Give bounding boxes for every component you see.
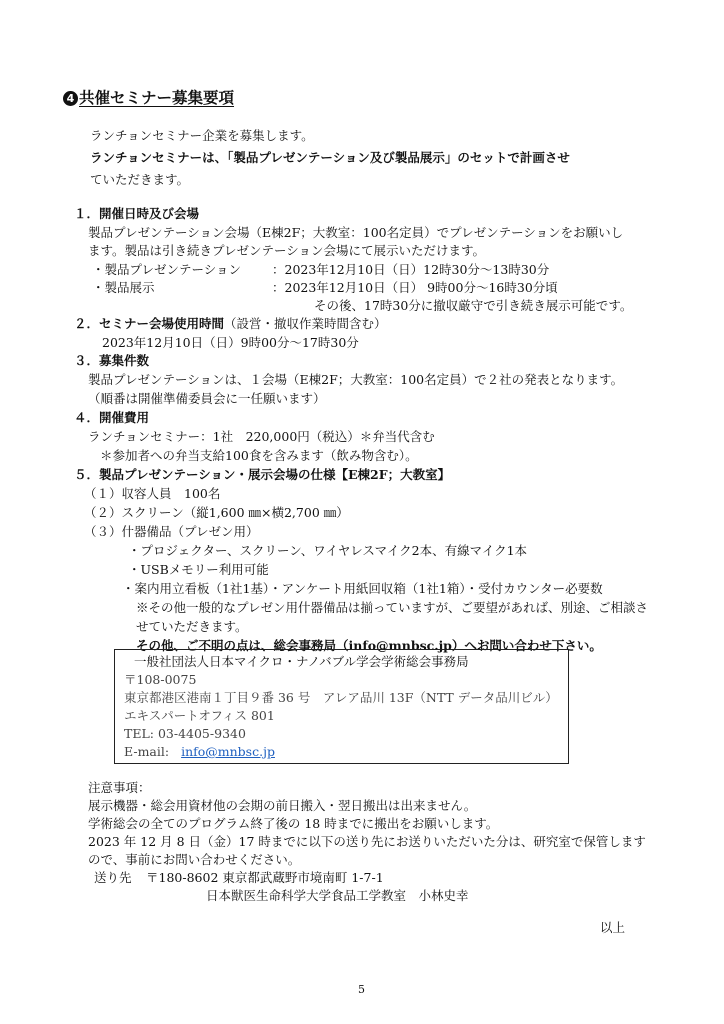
notes-line-1: 展示機器・総会用資材他の会期の前日搬入・翌日搬出は出来ません。 <box>88 798 477 813</box>
s1-row2-label: ・製品展示 <box>92 280 155 295</box>
s3-line-1: 製品プレゼンテーションは、１会場（E棟2F；大教室：100名定員）で２社の発表となります。 <box>88 372 624 387</box>
s5-equip-1: ・プロジェクター、スクリーン、ワイヤレスマイク2本、有線マイク1本 <box>128 543 528 558</box>
intro-line-3: ていただきます。 <box>90 172 190 187</box>
s2-heading: ２．セミナー会場使用時間 <box>74 316 225 331</box>
s1-row2-note: その後、17時30分に撤収厳守で引き続き展示可能です。 <box>314 298 633 313</box>
notes-line-3: 2023 年 12 月 8 日（金）17 時までに以下の送り先にお送りいただいた分は、研究室で保管します <box>88 834 646 849</box>
s1-row2-value: ：2023年12月10日（日） 9時00分～16時30分頃 <box>272 280 558 295</box>
s5-note-1: ※その他一般的なプレゼン用什器備品は揃っていますが、ご要望があれば、別途、ご相談さ <box>136 600 649 615</box>
s4-line-2: ＊参加者への弁当支給100食を含みます（飲み物含む）。 <box>100 448 418 463</box>
page-number: 5 <box>358 983 365 996</box>
notes-line-2: 学術総会の全てのプログラム終了後の 18 時までに搬出をお願いします。 <box>88 816 499 831</box>
contact-office: エキスパートオフィス 801 <box>124 708 275 723</box>
notes-title: 注意事項： <box>88 780 151 795</box>
s5-inquiry: その他、ご不明の点は、総会事務局（info@mnbsc.jp）へお問い合わせ下さい。 <box>136 638 602 653</box>
s2-line: 2023年12月10日（日）9時00分～17時30分 <box>102 335 359 350</box>
s5-item-3: （３）什器備品（プレゼン用） <box>84 524 259 539</box>
s2-heading-row <box>74 318 387 331</box>
s5-item-2: （２）スクリーン（縦1,600 ㎜×横2,700 ㎜） <box>84 505 349 520</box>
s4-heading: ４．開催費用 <box>74 410 150 425</box>
contact-tel: TEL: 03-4405-9340 <box>124 726 246 741</box>
section-title <box>63 90 234 106</box>
contact-email-link[interactable]: info@mnbsc.jp <box>181 744 275 759</box>
s5-equip-3: ・案内用立看板（1社1基）・アンケート用紙回収箱（1社1箱）・受付カウンター必要数 <box>122 581 603 596</box>
s1-heading: １．開催日時及び会場 <box>74 206 200 221</box>
s2-heading-note: （設営・撤収作業時間含む） <box>224 316 387 331</box>
s1-line-2: ます。製品は引き続きプレゼンテーション会場にて展示いただけます。 <box>88 243 486 258</box>
s3-heading: ３．募集件数 <box>74 353 150 368</box>
contact-email-label: E-mail: <box>124 744 170 759</box>
intro-line-2: ランチョンセミナーは、「製品プレゼンテーション及び製品展示」のセットで計画させ <box>90 150 570 165</box>
s5-item-1: （１）収容人員 100名 <box>84 486 221 501</box>
ship-address: 〒180-8602 東京都武蔵野市境南町 1-7-1 <box>146 870 384 885</box>
s5-note-2: せていただきます。 <box>136 619 248 634</box>
s3-line-2: （順番は開催準備委員会に一任願います） <box>88 391 326 406</box>
s1-row1-label: ・製品プレゼンテーション <box>92 262 242 277</box>
circled-number: 4 <box>63 91 78 106</box>
s1-row1-value: ：2023年12月10日（日）12時30分～13時30分 <box>272 262 550 277</box>
ship-label: 送り先 <box>94 870 132 885</box>
ship-name: 日本獣医生命科学大学食品工学教室 小林史幸 <box>206 888 469 903</box>
section-title-text: 共催セミナー募集要項 <box>79 88 235 107</box>
notes-line-4: ので、事前にお問い合わせください。 <box>88 852 301 867</box>
closing: 以上 <box>600 920 626 935</box>
intro-line-1: ランチョンセミナー企業を募集します。 <box>90 128 314 143</box>
contact-postal: 〒108-0075 <box>124 672 197 687</box>
s5-heading: ５．製品プレゼンテーション・展示会場の仕様【E棟2F；大教室】 <box>74 467 451 482</box>
s5-equip-2: ・USBメモリー利用可能 <box>128 562 269 577</box>
contact-email-row <box>124 746 275 759</box>
s4-line-1: ランチョンセミナー：1社 220,000円（税込）＊弁当代含む <box>88 429 435 444</box>
contact-address: 東京都港区港南１丁目９番 36 号 アレア品川 13F（NTT データ品川ビル） <box>124 690 558 705</box>
s1-line-1: 製品プレゼンテーション会場（E棟2F；大教室：100名定員）でプレゼンテーションをお願いし <box>88 225 624 240</box>
contact-org: 一般社団法人日本マイクロ・ナノバブル学会学術総会事務局 <box>134 654 469 669</box>
